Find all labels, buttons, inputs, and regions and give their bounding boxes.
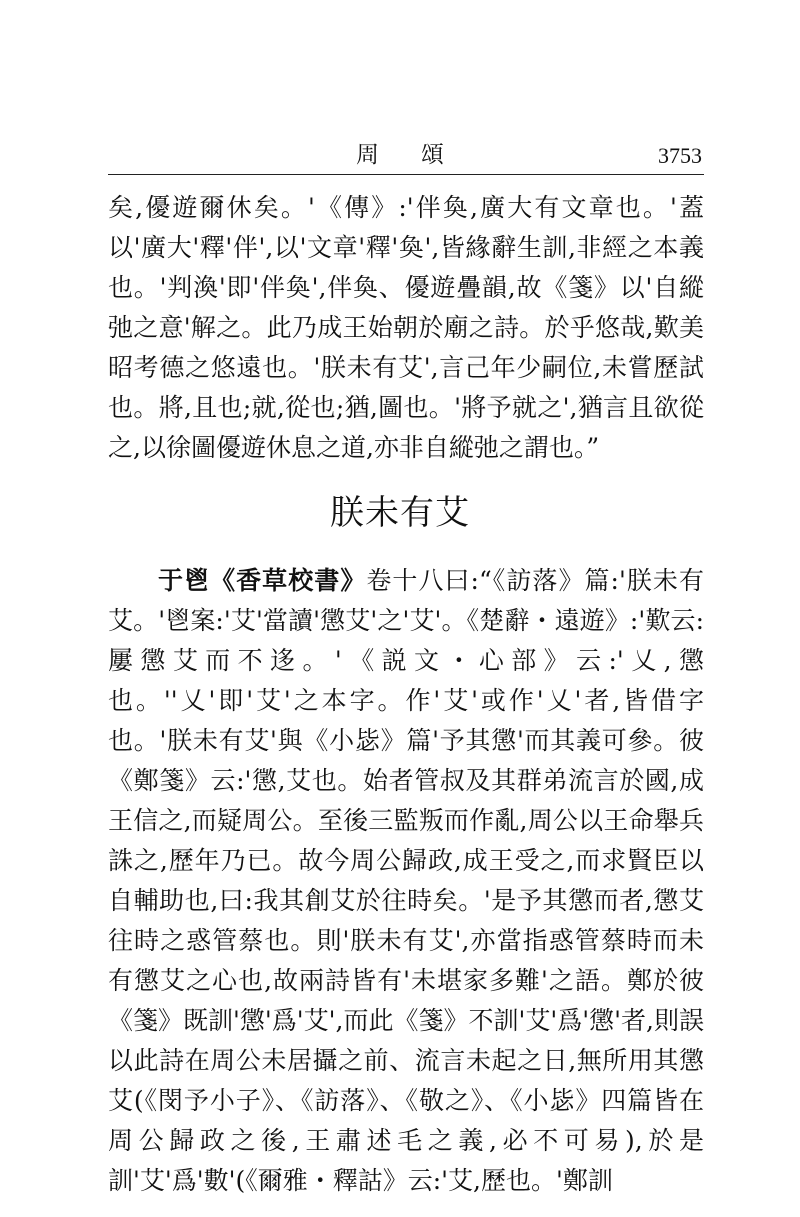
paragraph-continued: 矣,優遊爾休矣。'《傳》:'伴奐,廣大有文章也。'蓋以'廣大'釋'伴',以'文章'釋'奐',皆緣辭生訓,非經之本義也。'判渙'即'伴奐',伴奐、優遊疊韻,故《箋》以'自縱弛之意'解之。此乃成王始朝於廟之詩。於乎悠哉,歎美昭考德之悠遠也。'朕未有艾',言己年少嗣位,未嘗歷試也。將,且也;就,從也;猶,圖也。'將予就之',猶言且欲從之,以徐圖優遊休息之道,亦非自縱弛之謂也。” (108, 193, 704, 462)
page-number: 3753 (658, 143, 702, 168)
paragraph-main (108, 561, 704, 1195)
header-rule (108, 174, 704, 175)
paragraph-body: 卷十八曰:“《訪落》篇:'朕未有艾。'鬯案:'艾'當讀'懲艾'之'艾'。《楚辭・遠遊》:'歎云:屢懲艾而不迻。'《説文・心部》云:'乂,懲也。''乂'即'艾'之本字。作'艾'或作'乂'者,皆借字也。'朕未有艾'與《小毖》篇'予其懲'而其義可參。彼《鄭箋》云:'懲,艾也。始者管叔及其群弟流言於國,成王信之,而疑周公。至後三監叛而作亂,周公以王命舉兵誅之,歷年乃已。故今周公歸政,成王受之,而求賢臣以自輔助也,曰:我其創艾於往時矣。'是予其懲而者,懲艾往時之惑管蔡也。則'朕未有艾',亦當指惑管蔡時而未有懲艾之心也,故兩詩皆有'未堪家多難'之語。鄭於彼《箋》既訓'懲'爲'艾',而此《箋》不訓'艾'爲'懲'者,則誤以此詩在周公未居攝之前、流言未起之日,無所用其懲艾(《閔予小子》、《訪落》、《敬之》、《小毖》四篇皆在周公歸政之後,王肅述毛之義,必不可易),於是訓'艾'爲'數'(《爾雅・釋詁》云:'艾,歷也。'鄭訓 (108, 566, 704, 1195)
section-title: 朕未有艾 (330, 493, 470, 533)
paragraph-lead-title: 于鬯《香草校書》 (158, 566, 367, 595)
running-header-title: 周頌 (356, 142, 486, 168)
